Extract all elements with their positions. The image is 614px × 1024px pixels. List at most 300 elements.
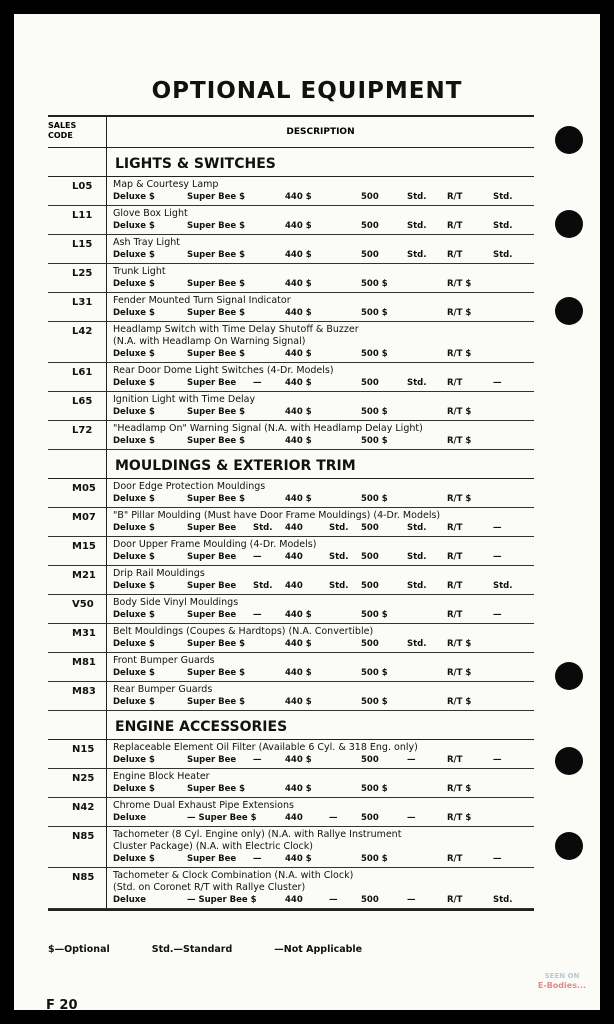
availability-line <box>113 783 534 795</box>
description-cell <box>106 595 534 623</box>
sales-code: M83 <box>72 686 96 697</box>
sales-code: L42 <box>72 326 93 337</box>
availability-cell: R/T <box>447 250 463 260</box>
description-cell <box>106 508 534 536</box>
availability-cell <box>407 307 447 319</box>
page-title: OPTIONAL EQUIPMENT <box>151 78 463 104</box>
table-row <box>48 769 534 798</box>
section-header <box>48 450 534 479</box>
availability-line <box>113 307 534 319</box>
description-cell <box>106 363 534 391</box>
availability-cell: 440 $ <box>285 378 312 388</box>
availability-cell: Deluxe $ <box>113 581 155 591</box>
description-line: Ash Tray Light <box>113 237 180 248</box>
availability-cell: 440 $ <box>285 250 312 260</box>
table-row <box>48 177 534 206</box>
availability-cell: Deluxe $ <box>113 639 155 649</box>
availability-cell: Super Bee <box>187 552 237 562</box>
binder-hole <box>555 297 583 325</box>
binder-hole <box>555 662 583 690</box>
availability-line <box>113 551 534 563</box>
description-line: Trunk Light <box>113 266 166 277</box>
availability-cell: Super Bee $ <box>187 279 246 289</box>
availability-cell <box>329 853 361 865</box>
availability-line <box>113 377 534 389</box>
availability-cell <box>253 667 285 679</box>
availability-cell <box>329 249 361 261</box>
description-line: Door Edge Protection Mouldings <box>113 481 266 492</box>
description-cell <box>106 206 534 234</box>
availability-cell: — Super Bee $ <box>187 895 257 905</box>
availability-cell: 440 $ <box>285 349 312 359</box>
availability-cell <box>493 348 519 360</box>
description-cell <box>106 624 534 652</box>
table-header <box>48 117 534 148</box>
availability-cell: Super Bee <box>187 523 237 533</box>
section-title: LIGHTS & SWITCHES <box>106 148 534 176</box>
availability-cell: Deluxe $ <box>113 349 155 359</box>
table-row <box>48 235 534 264</box>
description-line: Headlamp Switch with Time Delay Shutoff & Buzzer <box>113 324 359 335</box>
description-cell <box>106 392 534 420</box>
availability-cell: Std. <box>407 378 427 388</box>
sales-code-header-line1: SALES <box>48 121 77 130</box>
availability-line <box>113 638 534 650</box>
description-line: Front Bumper Guards <box>113 655 215 666</box>
description-line: Ignition Light with Time Delay <box>113 394 256 405</box>
availability-cell: 440 <box>285 813 303 823</box>
availability-cell: Deluxe $ <box>113 552 155 562</box>
table-row <box>48 595 534 624</box>
description-cell <box>106 264 534 292</box>
section-code-cell <box>48 711 106 739</box>
description-line: Tachometer & Clock Combination (N.A. with Clock) <box>113 870 354 881</box>
availability-cell: Std. <box>329 523 349 533</box>
page-number: F 20 <box>46 998 78 1013</box>
availability-cell: Std. <box>493 192 513 202</box>
table-row <box>48 868 534 909</box>
sales-code-header-line2: CODE <box>48 131 73 140</box>
availability-cell: 500 $ <box>361 784 388 794</box>
availability-cell: Std. <box>493 221 513 231</box>
description-cell <box>106 177 534 205</box>
availability-cell: Deluxe $ <box>113 668 155 678</box>
sales-code: L25 <box>72 268 93 279</box>
binder-hole <box>555 747 583 775</box>
table-row <box>48 740 534 769</box>
availability-cell: 500 <box>361 221 379 231</box>
availability-cell: Deluxe $ <box>113 279 155 289</box>
availability-cell <box>407 853 447 865</box>
availability-cell: — <box>253 378 262 388</box>
availability-cell: 440 <box>285 523 303 533</box>
sales-code: V50 <box>72 599 94 610</box>
section-code-cell <box>48 148 106 176</box>
availability-cell <box>253 783 285 795</box>
availability-line <box>113 435 534 447</box>
availability-cell: — <box>493 610 502 620</box>
sales-code: L11 <box>72 210 93 221</box>
availability-cell <box>407 278 447 290</box>
availability-cell: 500 <box>361 523 379 533</box>
availability-cell: Deluxe $ <box>113 378 155 388</box>
sales-code: L61 <box>72 367 93 378</box>
binder-hole <box>555 832 583 860</box>
availability-cell: Super Bee $ <box>187 192 246 202</box>
description-cell <box>106 769 534 797</box>
availability-cell <box>253 249 285 261</box>
availability-cell: 440 $ <box>285 308 312 318</box>
availability-cell: Deluxe $ <box>113 192 155 202</box>
availability-cell: 500 $ <box>361 697 388 707</box>
availability-cell: 500 $ <box>361 349 388 359</box>
watermark <box>533 972 591 1000</box>
availability-cell: 440 $ <box>285 668 312 678</box>
availability-cell: 500 <box>361 192 379 202</box>
description-line: Glove Box Light <box>113 208 188 219</box>
availability-cell: Super Bee $ <box>187 407 246 417</box>
availability-cell: 440 $ <box>285 697 312 707</box>
availability-cell <box>407 348 447 360</box>
section-code-cell <box>48 450 106 478</box>
availability-cell: Std. <box>407 221 427 231</box>
description-line: Cluster Package) (N.A. with Electric Clock) <box>113 841 313 852</box>
availability-cell <box>493 667 519 679</box>
availability-cell: 440 $ <box>285 192 312 202</box>
availability-cell: R/T <box>447 854 463 864</box>
availability-cell: Std. <box>493 581 513 591</box>
availability-line <box>113 191 534 203</box>
availability-cell: 500 <box>361 813 379 823</box>
availability-cell: Deluxe $ <box>113 494 155 504</box>
availability-line <box>113 580 534 592</box>
availability-cell: — Super Bee $ <box>187 813 257 823</box>
description-cell <box>106 868 534 908</box>
table-row <box>48 508 534 537</box>
availability-cell: Std. <box>407 581 427 591</box>
availability-cell <box>329 220 361 232</box>
availability-cell: Super Bee $ <box>187 349 246 359</box>
availability-cell: R/T $ <box>447 668 472 678</box>
availability-cell <box>329 696 361 708</box>
catalog-sheet <box>14 14 600 1013</box>
description-line: (Std. on Coronet R/T with Rallye Cluster) <box>113 882 306 893</box>
availability-line <box>113 278 534 290</box>
availability-cell <box>253 307 285 319</box>
sales-code: N25 <box>72 773 95 784</box>
availability-cell: — <box>329 895 338 905</box>
table-row <box>48 827 534 868</box>
availability-cell <box>329 493 361 505</box>
availability-cell: 440 $ <box>285 755 312 765</box>
availability-cell: R/T $ <box>447 308 472 318</box>
availability-cell <box>253 812 285 824</box>
sales-code: L72 <box>72 425 93 436</box>
availability-cell: 500 <box>361 378 379 388</box>
legend-not-applicable: —Not Applicable <box>274 944 363 955</box>
sales-code: L31 <box>72 297 93 308</box>
section-header <box>48 148 534 177</box>
availability-cell: 440 $ <box>285 494 312 504</box>
availability-cell <box>253 638 285 650</box>
availability-cell: 500 <box>361 639 379 649</box>
availability-cell: — <box>407 895 416 905</box>
availability-cell: 440 $ <box>285 436 312 446</box>
availability-cell: Super Bee $ <box>187 668 246 678</box>
availability-cell: Super Bee $ <box>187 436 246 446</box>
availability-cell: 500 $ <box>361 854 388 864</box>
availability-cell <box>493 307 519 319</box>
availability-cell: Std. <box>253 523 273 533</box>
description-line: Rear Bumper Guards <box>113 684 213 695</box>
sales-code: M07 <box>72 512 96 523</box>
availability-cell <box>329 278 361 290</box>
description-line: Belt Mouldings (Coupes & Hardtops) (N.A. Convertible) <box>113 626 374 637</box>
availability-cell <box>253 493 285 505</box>
availability-cell <box>329 191 361 203</box>
sales-code: N85 <box>72 831 95 842</box>
sales-code: L65 <box>72 396 93 407</box>
availability-cell: — <box>493 854 502 864</box>
table-row <box>48 392 534 421</box>
availability-line <box>113 522 534 534</box>
description-cell <box>106 235 534 263</box>
description-cell <box>106 653 534 681</box>
availability-line <box>113 667 534 679</box>
availability-cell: Deluxe $ <box>113 697 155 707</box>
availability-cell: R/T $ <box>447 697 472 707</box>
description-cell <box>106 827 534 867</box>
description-line: Rear Door Dome Light Switches (4-Dr. Models) <box>113 365 334 376</box>
availability-cell: R/T $ <box>447 436 472 446</box>
sales-code-header <box>48 117 106 147</box>
description-cell <box>106 293 534 321</box>
availability-line <box>113 493 534 505</box>
availability-cell <box>493 783 519 795</box>
availability-cell: Deluxe <box>113 895 147 905</box>
description-cell <box>106 566 534 594</box>
availability-cell: R/T <box>447 192 463 202</box>
availability-cell: 500 <box>361 250 379 260</box>
description-cell <box>106 798 534 826</box>
description-line: Body Side Vinyl Mouldings <box>113 597 239 608</box>
availability-cell: R/T <box>447 610 463 620</box>
availability-cell: Std. <box>493 250 513 260</box>
availability-cell: 500 $ <box>361 407 388 417</box>
sales-code: N42 <box>72 802 95 813</box>
availability-cell <box>253 348 285 360</box>
availability-cell: R/T $ <box>447 407 472 417</box>
availability-cell: 500 $ <box>361 308 388 318</box>
table-row <box>48 566 534 595</box>
table-row <box>48 363 534 392</box>
availability-cell: R/T $ <box>447 784 472 794</box>
sales-code: N15 <box>72 744 95 755</box>
availability-cell: Std. <box>493 895 513 905</box>
availability-cell: Std. <box>407 192 427 202</box>
availability-cell: — <box>253 854 262 864</box>
description-line: Chrome Dual Exhaust Pipe Extensions <box>113 800 294 811</box>
availability-line <box>113 696 534 708</box>
sales-code: M31 <box>72 628 96 639</box>
table-body <box>48 148 534 909</box>
availability-cell <box>253 894 285 906</box>
availability-cell: — <box>493 378 502 388</box>
availability-cell <box>329 377 361 389</box>
availability-cell: R/T <box>447 523 463 533</box>
description-line: (N.A. with Headlamp On Warning Signal) <box>113 336 306 347</box>
availability-cell: R/T <box>447 552 463 562</box>
availability-cell: R/T <box>447 378 463 388</box>
availability-cell <box>253 220 285 232</box>
availability-cell: Std. <box>407 523 427 533</box>
sales-code: L15 <box>72 239 93 250</box>
availability-cell: Super Bee <box>187 378 237 388</box>
availability-cell: Std. <box>407 250 427 260</box>
availability-cell: Super Bee <box>187 854 237 864</box>
table-row <box>48 479 534 508</box>
availability-cell: Std. <box>407 552 427 562</box>
description-line: Door Upper Frame Moulding (4-Dr. Models) <box>113 539 317 550</box>
availability-cell: 440 $ <box>285 610 312 620</box>
availability-cell: Super Bee <box>187 755 237 765</box>
availability-line <box>113 348 534 360</box>
sales-code: M21 <box>72 570 96 581</box>
description-cell <box>106 479 534 507</box>
availability-cell: Super Bee $ <box>187 221 246 231</box>
section-title: ENGINE ACCESSORIES <box>106 711 534 739</box>
availability-cell: Std. <box>253 581 273 591</box>
description-line: Engine Block Heater <box>113 771 210 782</box>
equipment-table <box>48 115 534 911</box>
availability-cell <box>253 278 285 290</box>
section-title: MOULDINGS & EXTERIOR TRIM <box>106 450 534 478</box>
availability-cell <box>493 493 519 505</box>
availability-cell: 440 $ <box>285 639 312 649</box>
availability-cell: R/T <box>447 581 463 591</box>
description-cell <box>106 322 534 362</box>
availability-cell: Super Bee $ <box>187 784 246 794</box>
availability-line <box>113 406 534 418</box>
availability-cell: 500 <box>361 755 379 765</box>
availability-cell <box>407 667 447 679</box>
availability-cell: R/T <box>447 221 463 231</box>
availability-cell: Super Bee <box>187 610 237 620</box>
availability-cell <box>329 667 361 679</box>
sales-code: N85 <box>72 872 95 883</box>
availability-cell <box>493 812 519 824</box>
availability-cell: Deluxe $ <box>113 755 155 765</box>
availability-cell: Super Bee $ <box>187 250 246 260</box>
availability-cell: Deluxe $ <box>113 250 155 260</box>
availability-cell <box>329 307 361 319</box>
availability-cell: Deluxe $ <box>113 221 155 231</box>
table-row <box>48 421 534 450</box>
availability-cell: 440 $ <box>285 784 312 794</box>
availability-cell <box>407 406 447 418</box>
watermark-line1: SEEN ON <box>544 972 580 980</box>
table-row <box>48 322 534 363</box>
availability-cell: Deluxe $ <box>113 436 155 446</box>
availability-cell: — <box>253 552 262 562</box>
table-row <box>48 682 534 711</box>
availability-cell: Deluxe $ <box>113 784 155 794</box>
legend-optional: $—Optional <box>48 944 110 955</box>
availability-cell <box>253 191 285 203</box>
availability-cell: R/T $ <box>447 639 472 649</box>
availability-cell <box>329 638 361 650</box>
description-cell <box>106 740 534 768</box>
availability-cell: 440 $ <box>285 854 312 864</box>
availability-cell: 500 <box>361 581 379 591</box>
availability-cell: 500 $ <box>361 279 388 289</box>
sales-code: L05 <box>72 181 93 192</box>
availability-cell: R/T $ <box>447 279 472 289</box>
availability-cell: 440 <box>285 895 303 905</box>
description-cell <box>106 537 534 565</box>
availability-cell <box>407 609 447 621</box>
availability-cell: — <box>407 755 416 765</box>
legend-standard: Std.—Standard <box>151 944 233 955</box>
description-header: DESCRIPTION <box>106 117 534 147</box>
table-row <box>48 264 534 293</box>
availability-cell <box>493 696 519 708</box>
availability-cell <box>407 493 447 505</box>
availability-cell <box>329 348 361 360</box>
description-cell <box>106 682 534 710</box>
table-row <box>48 624 534 653</box>
availability-cell <box>253 435 285 447</box>
availability-cell: 500 $ <box>361 668 388 678</box>
availability-cell: R/T $ <box>447 813 472 823</box>
availability-cell: Deluxe $ <box>113 523 155 533</box>
table-row <box>48 537 534 566</box>
description-line: Fender Mounted Turn Signal Indicator <box>113 295 291 306</box>
description-line: Drip Rail Mouldings <box>113 568 205 579</box>
availability-cell: Std. <box>329 581 349 591</box>
availability-cell: 500 <box>361 895 379 905</box>
availability-cell: Super Bee <box>187 581 237 591</box>
availability-cell <box>407 435 447 447</box>
sales-code: M15 <box>72 541 96 552</box>
availability-cell <box>253 696 285 708</box>
availability-cell <box>329 435 361 447</box>
table-row <box>48 653 534 682</box>
availability-cell: Deluxe $ <box>113 407 155 417</box>
availability-line <box>113 853 534 865</box>
description-line: "Headlamp On" Warning Signal (N.A. with Headlamp Delay Light) <box>113 423 423 434</box>
sales-code: M81 <box>72 657 96 668</box>
availability-cell: R/T $ <box>447 349 472 359</box>
availability-cell: 440 $ <box>285 279 312 289</box>
availability-cell: Deluxe $ <box>113 854 155 864</box>
availability-cell <box>329 754 361 766</box>
availability-line <box>113 894 534 906</box>
availability-line <box>113 754 534 766</box>
availability-line <box>113 812 534 824</box>
watermark-line2: E-Bodies... <box>537 981 587 990</box>
availability-cell: 440 <box>285 552 303 562</box>
availability-line <box>113 249 534 261</box>
availability-cell: 440 $ <box>285 221 312 231</box>
table-row <box>48 206 534 235</box>
availability-cell: — <box>253 755 262 765</box>
availability-cell: Std. <box>407 639 427 649</box>
availability-cell <box>329 783 361 795</box>
availability-cell <box>493 406 519 418</box>
availability-cell: 500 <box>361 552 379 562</box>
availability-cell: R/T <box>447 755 463 765</box>
